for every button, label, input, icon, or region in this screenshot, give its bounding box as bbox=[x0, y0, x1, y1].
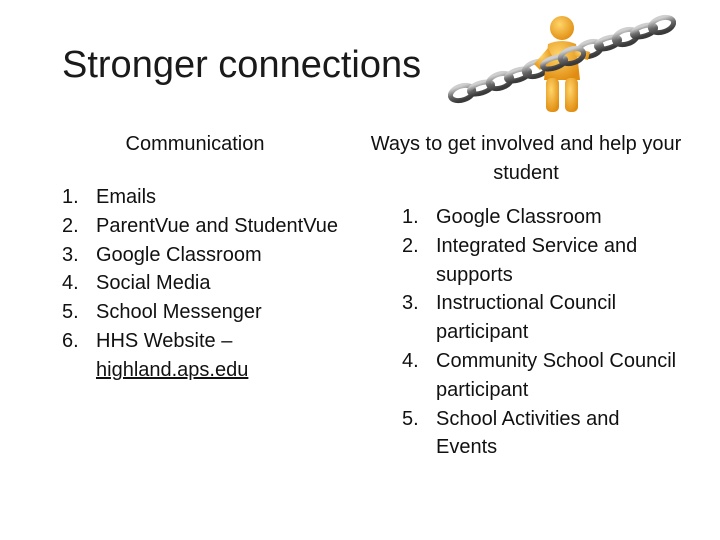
list-item bbox=[62, 269, 372, 298]
item-text: ParentVue and StudentVue bbox=[96, 214, 339, 237]
item-text: Instructional Council participant bbox=[436, 292, 617, 344]
list-item bbox=[62, 212, 372, 241]
item-number: 1. bbox=[62, 186, 79, 208]
item-number: 5. bbox=[402, 407, 419, 430]
item-number: 5. bbox=[62, 301, 79, 324]
list-item bbox=[402, 203, 682, 232]
list-item bbox=[402, 232, 682, 290]
item-number: 4. bbox=[402, 349, 419, 372]
list-item bbox=[402, 347, 682, 405]
list-item bbox=[62, 241, 372, 270]
list-item bbox=[62, 327, 372, 385]
item-number: 2. bbox=[62, 214, 79, 237]
item-number: 2. bbox=[402, 234, 419, 257]
list-item bbox=[402, 405, 682, 463]
item-text: Social Media bbox=[96, 272, 211, 295]
item-number: 1. bbox=[402, 206, 419, 228]
item-text: Google Classroom bbox=[436, 206, 602, 228]
communication-list bbox=[62, 183, 372, 385]
item-text: Integrated Service and supports bbox=[436, 234, 638, 286]
item-number: 3. bbox=[62, 243, 79, 266]
list-item bbox=[62, 298, 372, 327]
item-text: HHS Website – bbox=[96, 329, 233, 352]
involvement-heading: Ways to get involved and help your student bbox=[370, 133, 682, 184]
item-number: 3. bbox=[402, 292, 419, 315]
slide-title: Stronger connections bbox=[62, 44, 422, 86]
involvement-list bbox=[402, 203, 682, 462]
list-item bbox=[402, 289, 682, 347]
item-number: 6. bbox=[62, 329, 79, 352]
item-text: School Messenger bbox=[96, 301, 262, 324]
item-number: 4. bbox=[62, 272, 79, 295]
list-item bbox=[62, 183, 372, 212]
item-text: School Activities and Events bbox=[436, 407, 620, 459]
website-link[interactable]: highland.aps.edu bbox=[96, 358, 249, 381]
item-text: Emails bbox=[96, 186, 157, 208]
chain-figure-icon bbox=[448, 14, 676, 116]
item-text: Community School Council participant bbox=[436, 349, 677, 401]
communication-heading: Communication bbox=[125, 133, 265, 155]
item-text: Google Classroom bbox=[96, 243, 262, 266]
